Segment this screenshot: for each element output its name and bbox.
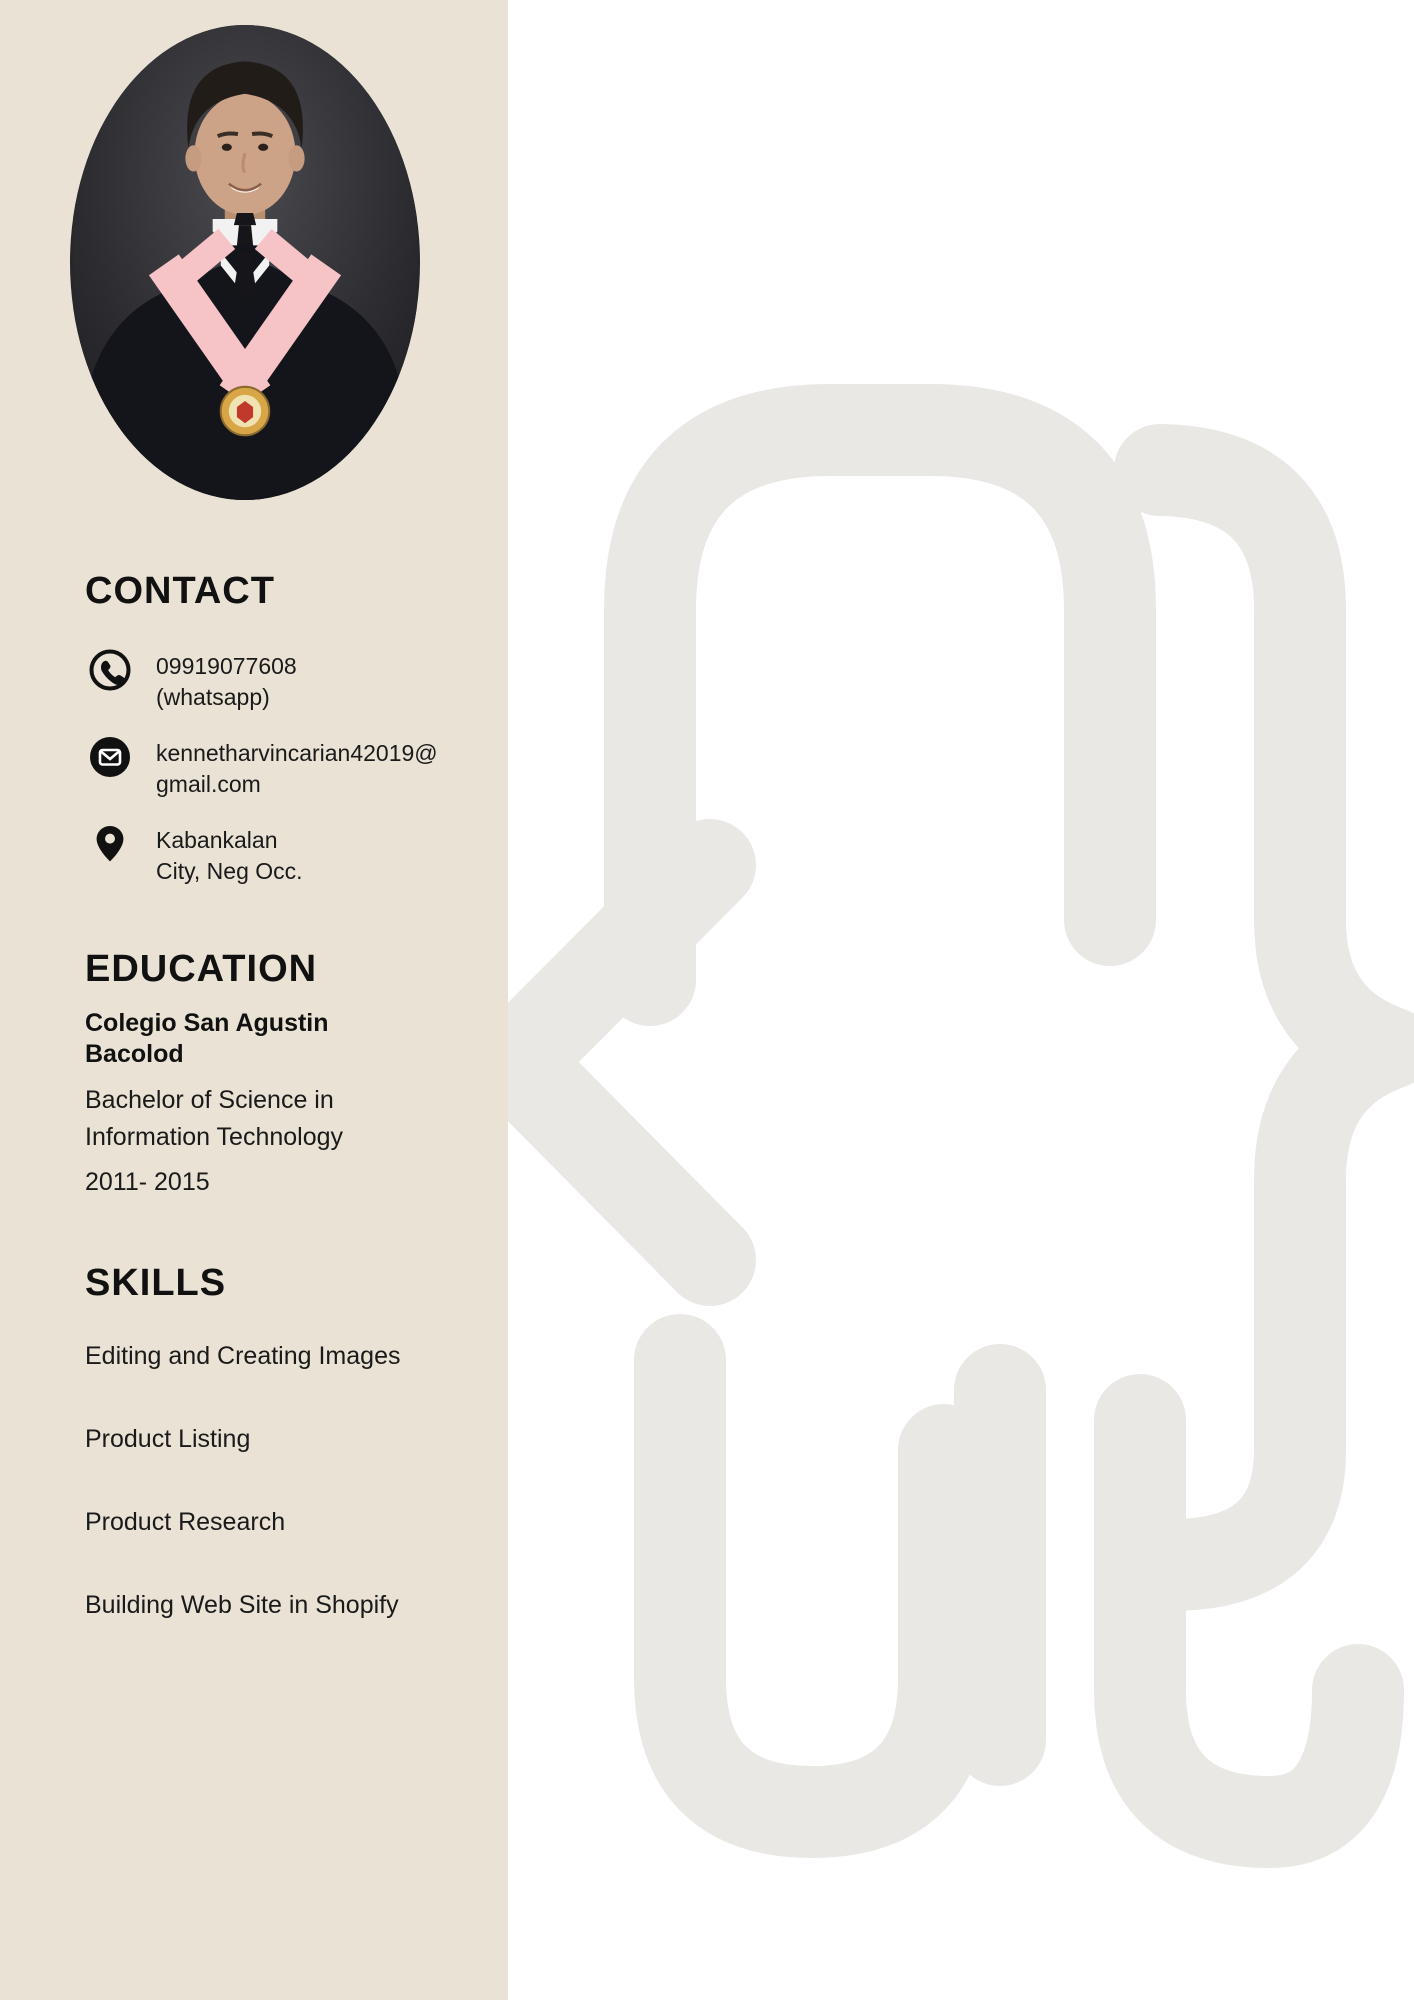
degree-line1: Bachelor of Science in — [85, 1086, 334, 1114]
contact-location — [88, 822, 478, 887]
contact-phone — [88, 648, 478, 713]
email-icon — [88, 735, 132, 779]
location-icon — [88, 822, 132, 866]
contact-email — [88, 735, 478, 800]
location-line2: City, Neg Occ. — [156, 858, 303, 884]
phone-icon — [88, 648, 132, 692]
contact-location-text — [156, 822, 303, 887]
school-line1: Colegio San Agustin — [85, 1009, 329, 1037]
contact-email-text — [156, 735, 438, 800]
education-heading: EDUCATION — [85, 948, 318, 990]
location-line1: Kabankalan — [156, 827, 278, 853]
phone-note: (whatsapp) — [156, 684, 270, 710]
skill-item: Building Web Site in Shopify — [85, 1591, 399, 1619]
skills-heading: SKILLS — [85, 1262, 227, 1304]
sidebar — [0, 0, 508, 2000]
education-degree — [85, 1082, 343, 1156]
contact-heading: CONTACT — [85, 570, 275, 612]
degree-line2: Information Technology — [85, 1123, 344, 1151]
skills-list — [85, 1338, 415, 1670]
graduate-portrait-illustration — [70, 25, 420, 500]
education-school — [85, 1008, 329, 1070]
contact-list — [88, 648, 478, 909]
skill-item: Product Research — [85, 1508, 286, 1536]
email-part1: kennetharvincarian42019@ — [156, 740, 438, 766]
education-years: 2011- 2015 — [85, 1168, 210, 1196]
school-line2: Bacolod — [85, 1040, 184, 1068]
email-part2: gmail.com — [156, 771, 261, 797]
phone-number: 09919077608 — [156, 653, 297, 679]
profile-photo — [70, 25, 420, 500]
skill-item: Product Listing — [85, 1425, 251, 1453]
skill-item: Editing and Creating Images — [85, 1342, 401, 1370]
contact-phone-text — [156, 648, 297, 713]
watermark-glyph — [500, 360, 1414, 1920]
